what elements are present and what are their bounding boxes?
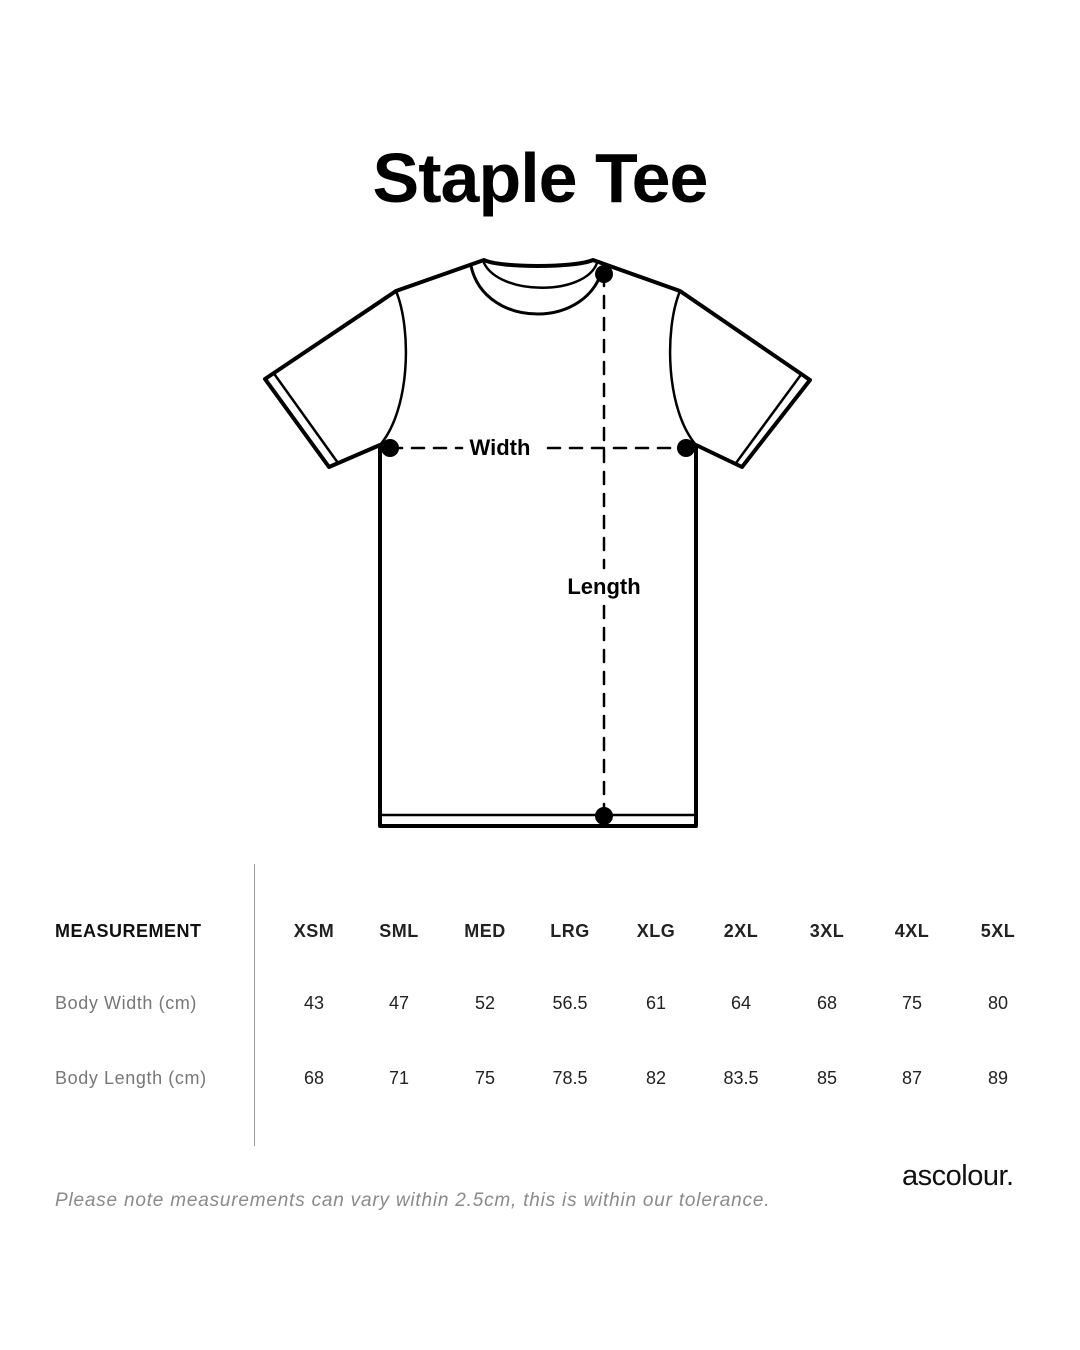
page-title: Staple Tee [372,139,708,217]
row-label-body-length: Body Length (cm) [55,1068,207,1088]
table-cell: 87 [901,1068,923,1088]
table-divider [254,864,255,1146]
brand-logo: ascolour. [902,1160,1014,1192]
size-header-med: MED [464,921,506,941]
table-cell: 78.5 [552,1068,588,1088]
table-cell: 75 [901,993,923,1013]
row-label-body-width: Body Width (cm) [55,993,198,1013]
measurement-header: MEASUREMENT [55,921,202,941]
length-top-dot [595,265,613,283]
table-cell: 56.5 [552,993,588,1013]
size-header-lrg: LRG [550,921,590,941]
tshirt-outline [265,260,810,826]
size-header-3xl: 3XL [809,921,845,941]
table-cell: 68 [816,993,838,1013]
width-right-dot [677,439,695,457]
size-header-4xl: 4XL [894,921,930,941]
size-header-2xl: 2XL [723,921,759,941]
left-sleeve-seam [380,291,406,445]
table-cell: 47 [388,993,410,1013]
table-cell: 64 [730,993,752,1013]
left-sleeve-hem [275,375,338,463]
size-header-sml: SML [379,921,419,941]
table-cell: 68 [303,1068,325,1088]
size-header-xsm: XSM [293,921,335,941]
table-cell: 61 [645,993,667,1013]
table-cell: 80 [987,993,1009,1013]
right-sleeve-hem [736,376,800,463]
table-cell: 82 [645,1068,667,1088]
table-cell: 71 [388,1068,410,1088]
table-cell: 52 [474,993,496,1013]
table-cell: 89 [987,1068,1009,1088]
table-cell: 85 [816,1068,838,1088]
right-sleeve-seam [670,291,696,445]
width-label: Width [469,435,531,460]
size-header-5xl: 5XL [980,921,1016,941]
table-cell: 83.5 [723,1068,759,1088]
length-bottom-dot [595,807,613,825]
length-label: Length [567,574,641,599]
table-cell: 43 [303,993,325,1013]
width-left-dot [381,439,399,457]
size-header-xlg: XLG [636,921,676,941]
tolerance-note: Please note measurements can vary within 2.5cm, this is within our tolerance. [55,1190,771,1211]
table-cell: 75 [474,1068,496,1088]
